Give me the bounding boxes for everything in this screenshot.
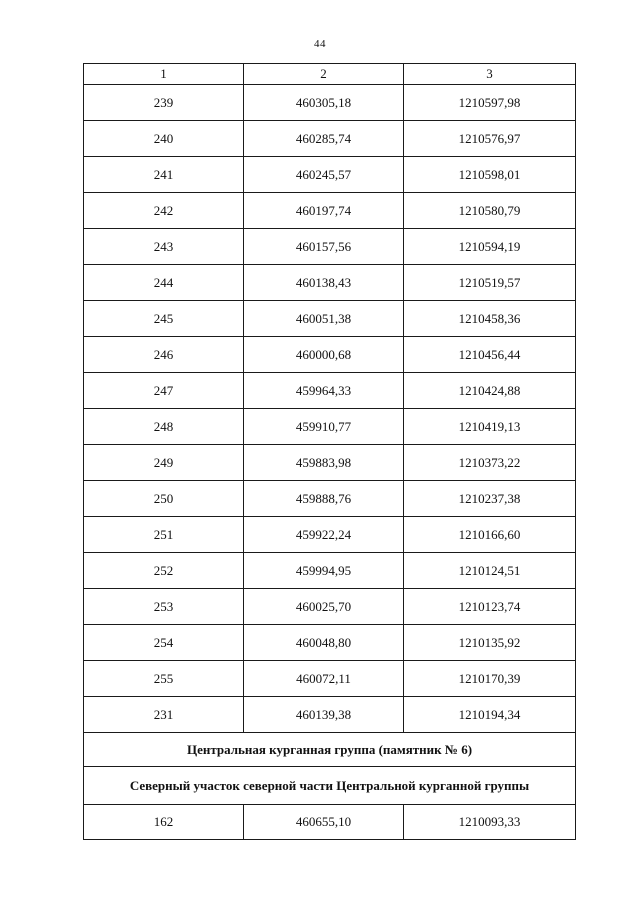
point-number: 251 <box>84 517 244 553</box>
coordinate-y: 1210419,13 <box>404 409 576 445</box>
table-row <box>84 409 576 445</box>
coordinate-y: 1210124,51 <box>404 553 576 589</box>
point-number: 240 <box>84 121 244 157</box>
coordinate-x: 460285,74 <box>244 121 404 157</box>
coordinate-x: 459994,95 <box>244 553 404 589</box>
page-number: 44 <box>314 38 326 50</box>
coordinate-x: 459910,77 <box>244 409 404 445</box>
point-number: 162 <box>84 805 244 840</box>
coordinate-y: 1210598,01 <box>404 157 576 193</box>
point-number: 250 <box>84 481 244 517</box>
point-number: 249 <box>84 445 244 481</box>
point-number: 252 <box>84 553 244 589</box>
point-number: 243 <box>84 229 244 265</box>
coordinate-x: 459883,98 <box>244 445 404 481</box>
coordinate-x: 460197,74 <box>244 193 404 229</box>
table-row <box>84 229 576 265</box>
column-header: 2 <box>244 64 404 85</box>
coordinate-x: 459922,24 <box>244 517 404 553</box>
table-row <box>84 337 576 373</box>
coordinate-x: 459888,76 <box>244 481 404 517</box>
coordinate-y: 1210519,57 <box>404 265 576 301</box>
table-row <box>84 445 576 481</box>
table-row <box>84 85 576 121</box>
subgroup-title: Северный участок северной части Центральной курганной группы <box>84 767 576 805</box>
point-number: 245 <box>84 301 244 337</box>
table-row <box>84 157 576 193</box>
coordinate-y: 1210424,88 <box>404 373 576 409</box>
coordinate-x: 460157,56 <box>244 229 404 265</box>
table-row <box>84 517 576 553</box>
coordinate-x: 460139,38 <box>244 697 404 733</box>
point-number: 248 <box>84 409 244 445</box>
group-heading-row <box>84 733 576 767</box>
coordinate-y: 1210580,79 <box>404 193 576 229</box>
coordinate-y: 1210237,38 <box>404 481 576 517</box>
table-row <box>84 805 576 840</box>
point-number: 239 <box>84 85 244 121</box>
coordinate-x: 460000,68 <box>244 337 404 373</box>
table-row <box>84 481 576 517</box>
coordinate-y: 1210166,60 <box>404 517 576 553</box>
point-number: 254 <box>84 625 244 661</box>
group-title: Центральная курганная группа (памятник № 6) <box>84 733 576 767</box>
column-header: 1 <box>84 64 244 85</box>
coordinate-x: 460072,11 <box>244 661 404 697</box>
coordinate-y: 1210456,44 <box>404 337 576 373</box>
table-row <box>84 265 576 301</box>
table-row <box>84 121 576 157</box>
table-row <box>84 589 576 625</box>
coordinate-x: 460138,43 <box>244 265 404 301</box>
coordinate-x: 459964,33 <box>244 373 404 409</box>
coordinate-y: 1210194,34 <box>404 697 576 733</box>
coordinate-x: 460245,57 <box>244 157 404 193</box>
coordinate-y: 1210594,19 <box>404 229 576 265</box>
coordinates-table <box>83 63 576 840</box>
point-number: 241 <box>84 157 244 193</box>
coordinate-x: 460051,38 <box>244 301 404 337</box>
point-number: 255 <box>84 661 244 697</box>
point-number: 247 <box>84 373 244 409</box>
table-row <box>84 661 576 697</box>
coordinate-x: 460655,10 <box>244 805 404 840</box>
coordinate-y: 1210576,97 <box>404 121 576 157</box>
table-row <box>84 373 576 409</box>
table-header-row <box>84 64 576 85</box>
point-number: 246 <box>84 337 244 373</box>
coordinate-x: 460025,70 <box>244 589 404 625</box>
table-row <box>84 553 576 589</box>
point-number: 244 <box>84 265 244 301</box>
table-row <box>84 697 576 733</box>
point-number: 242 <box>84 193 244 229</box>
coordinate-x: 460048,80 <box>244 625 404 661</box>
column-header: 3 <box>404 64 576 85</box>
table-row <box>84 625 576 661</box>
coordinate-y: 1210373,22 <box>404 445 576 481</box>
coordinate-y: 1210135,92 <box>404 625 576 661</box>
point-number: 253 <box>84 589 244 625</box>
coordinate-x: 460305,18 <box>244 85 404 121</box>
coordinate-y: 1210597,98 <box>404 85 576 121</box>
point-number: 231 <box>84 697 244 733</box>
table-row <box>84 301 576 337</box>
coordinate-y: 1210170,39 <box>404 661 576 697</box>
coordinate-y: 1210123,74 <box>404 589 576 625</box>
coordinate-y: 1210093,33 <box>404 805 576 840</box>
subgroup-heading-row <box>84 767 576 805</box>
table-row <box>84 193 576 229</box>
coordinate-y: 1210458,36 <box>404 301 576 337</box>
